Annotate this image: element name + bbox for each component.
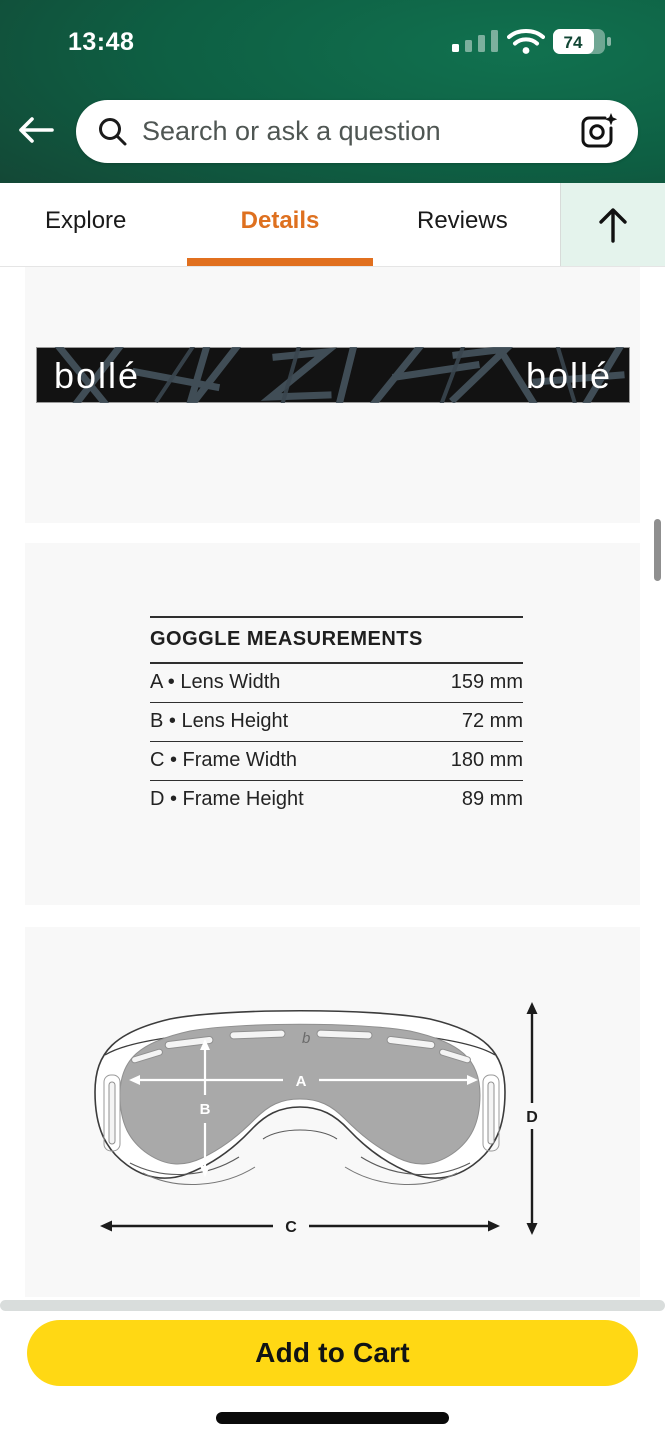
row-label: A • Lens Width [150, 671, 281, 693]
brand-banner-image [36, 347, 630, 403]
row-label: C • Frame Width [150, 749, 298, 771]
search-input[interactable] [142, 116, 576, 147]
banner-logo-right: bollé [525, 355, 612, 396]
search-bar [76, 100, 638, 163]
diagram-label-d: D [526, 1109, 538, 1126]
camera-lens-icon [577, 111, 619, 153]
banner-logo-left: bollé [54, 355, 141, 396]
measurements-title: GOGGLE MEASUREMENTS [150, 616, 523, 664]
diagram-label-a: A [295, 1073, 307, 1090]
table-row [150, 703, 523, 742]
table-row [150, 781, 523, 819]
tab-details[interactable]: Details [240, 207, 320, 234]
tab-bar [0, 183, 665, 267]
tab-reviews[interactable]: Reviews [417, 207, 508, 234]
bottom-divider [0, 1300, 665, 1311]
row-value: 72 mm [461, 710, 523, 732]
tab-explore[interactable]: Explore [45, 207, 127, 234]
brand-banner-card [25, 267, 640, 523]
row-value: 159 mm [450, 671, 523, 693]
wifi-icon [507, 28, 545, 55]
table-row [150, 664, 523, 703]
diagram-label-b: B [199, 1101, 211, 1118]
app-header [0, 0, 665, 183]
cellular-signal-icon [452, 30, 500, 52]
add-to-cart-button[interactable]: Add to Cart [27, 1320, 638, 1386]
table-row [150, 742, 523, 781]
battery-percent: 74 [563, 33, 583, 52]
diagram-card [25, 927, 640, 1297]
row-value: 89 mm [461, 788, 523, 810]
row-value: 180 mm [450, 749, 523, 771]
back-button[interactable] [14, 112, 62, 152]
diagram-label-c: C [285, 1219, 297, 1236]
goggle-brand-mark: b [302, 1030, 311, 1047]
brand-banner [36, 347, 630, 403]
scroll-to-top-button[interactable] [560, 183, 665, 266]
home-indicator[interactable] [216, 1412, 449, 1424]
camera-lens-button[interactable] [576, 110, 620, 154]
row-label: D • Frame Height [150, 788, 304, 810]
status-time: 13:48 [68, 28, 135, 56]
back-arrow-icon [14, 112, 58, 148]
scrollbar-thumb[interactable] [654, 519, 661, 581]
measurements-card [25, 543, 640, 905]
row-label: B • Lens Height [150, 710, 289, 732]
active-tab-underline [187, 258, 373, 266]
search-icon [96, 115, 130, 149]
up-arrow-icon [596, 206, 630, 244]
battery-icon [553, 29, 613, 54]
goggle-diagram [25, 927, 640, 1297]
measurements-table [150, 616, 523, 819]
